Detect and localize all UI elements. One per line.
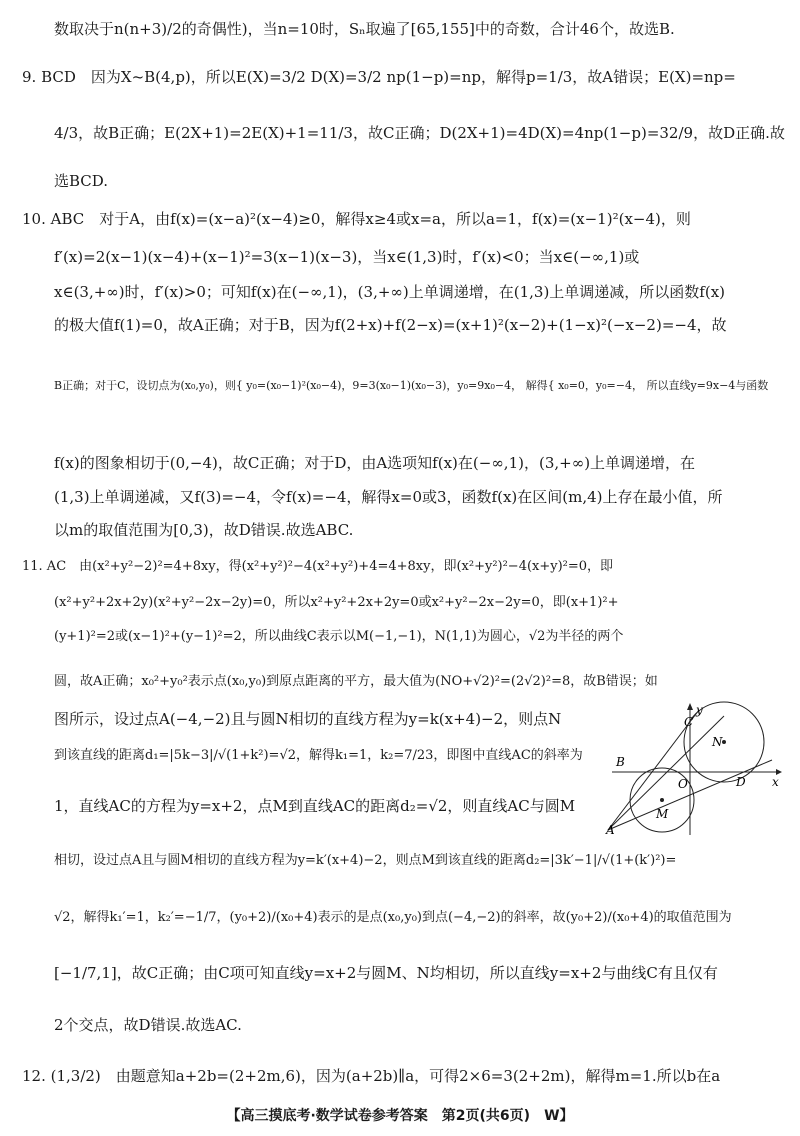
text-line: 到该直线的距离d₁=|5k−3|/√(1+k²)=√2，解得k₁=1，k₂=7/23，即图中直线AC的斜率为 xyxy=(54,748,583,763)
text-line: 9. BCD 因为X~B(4,p)，所以E(X)=3/2 D(X)=3/2 np(1−p)=np，解得p=1/3，故A错误；E(X)=np= xyxy=(22,68,736,86)
text-line: 12. (1,3/2) 由题意知a+2b=(2+2m,6)，因为(a+2b)∥a，可得2×6=3(2+2m)，解得m=1.所以b在a xyxy=(22,1067,721,1085)
text-line: √2，解得k₁′=1，k₂′=−1/7，(y₀+2)/(x₀+4)表示的是点(x₀,y₀)到点(−4,−2)的斜率，故(y₀+2)/(x₀+4)的取值范围为 xyxy=(54,910,732,925)
center-n-dot xyxy=(722,740,726,744)
y-axis-arrow xyxy=(687,703,693,710)
text-line: x∈(3,+∞)时，f′(x)>0；可知f(x)在(−∞,1)，(3,+∞)上单调递增，在(1,3)上单调递减，所以函数f(x) xyxy=(54,283,726,301)
text-line: 1，直线AC的方程为y=x+2，点M到直线AC的距离d₂=√2，则直线AC与圆M xyxy=(54,797,576,815)
text-line: f′(x)=2(x−1)(x−4)+(x−1)²=3(x−1)(x−3)，当x∈(1,3)时，f′(x)<0；当x∈(−∞,1)或 xyxy=(54,248,640,266)
label-o: O xyxy=(678,777,688,791)
text-line: [−1/7,1]，故C正确；由C项可知直线y=x+2与圆M、N均相切，所以直线y=x+2与曲线C有且仅有 xyxy=(54,964,718,982)
label-c: C xyxy=(684,715,694,729)
text-line: 11. AC 由(x²+y²−2)²=4+8xy，得(x²+y²)²−4(x²+y²)+4=4+8xy，即(x²+y²)²−4(x+y)²=0，即 xyxy=(22,559,614,574)
text-line: f(x)的图象相切于(0,−4)，故C正确；对于D，由A选项知f(x)在(−∞,1)，(3,+∞)上单调递增，在 xyxy=(54,454,696,472)
text-line: 4/3，故B正确；E(2X+1)=2E(X)+1=11/3，故C正确；D(2X+1)=4D(X)=4np(1−p)=32/9，故D正确.故 xyxy=(54,124,785,142)
text-line: (x²+y²+2x+2y)(x²+y²−2x−2y)=0，所以x²+y²+2x+2y=0或x²+y²−2x−2y=0，即(x+1)²+ xyxy=(54,595,619,610)
label-n: N xyxy=(712,735,723,749)
text-line: 10. ABC 对于A，由f(x)=(x−a)²(x−4)≥0，解得x≥4或x=a，所以a=1，f(x)=(x−1)²(x−4)，则 xyxy=(22,210,691,228)
text-line: 选BCD. xyxy=(54,172,109,190)
two-circles-figure xyxy=(604,700,784,840)
center-m-dot xyxy=(660,798,664,802)
label-m: M xyxy=(656,807,669,821)
text-line: 图所示，设过点A(−4,−2)且与圆N相切的直线方程为y=k(x+4)−2，则点N xyxy=(54,710,562,728)
label-d: D xyxy=(736,775,746,789)
text-line: 2个交点，故D错误.故选AC. xyxy=(54,1016,242,1034)
text-line: (y+1)²=2或(x−1)²+(y−1)²=2，所以曲线C表示以M(−1,−1)，N(1,1)为圆心，√2为半径的两个 xyxy=(54,629,624,644)
text-line: 相切，设过点A且与圆M相切的直线方程为y=k′(x+4)−2，则点M到该直线的距离d₂=|3k′−1|/√(1+(k′)²)= xyxy=(54,853,677,868)
text-line: 以m的取值范围为[0,3)，故D错误.故选ABC. xyxy=(54,521,354,539)
label-a: A xyxy=(606,823,615,837)
page-footer: 【高三摸底考·数学试卷参考答案 第2页(共6页) W】 xyxy=(226,1108,574,1124)
label-b: B xyxy=(616,755,625,769)
text-line: 数取决于n(n+3)/2的奇偶性)，当n=10时，Sₙ取遍了[65,155]中的奇数，合计46个，故选B. xyxy=(54,20,675,38)
text-line: (1,3)上单调递减，又f(3)=−4，令f(x)=−4，解得x=0或3，函数f(x)在区间(m,4)上存在最小值，所 xyxy=(54,488,723,506)
label-x: x xyxy=(772,775,779,789)
text-line: 圆，故A正确；x₀²+y₀²表示点(x₀,y₀)到原点距离的平方，最大值为(NO+√2)²=(2√2)²=8，故B错误；如 xyxy=(54,674,658,689)
text-line: 的极大值f(1)=0，故A正确；对于B，因为f(2+x)+f(2−x)=(x+1)²(x−2)+(1−x)²(−x−2)=−4，故 xyxy=(54,316,727,334)
text-line: B正确；对于C，设切点为(x₀,y₀)，则{ y₀=(x₀−1)²(x₀−4)，9=3(x₀−1)(x₀−3)，y₀=9x₀−4， 解得{ x₀=0，y₀=−4， 所以直线y=9x−4与函数 xyxy=(54,379,769,392)
label-y: y xyxy=(696,703,703,717)
